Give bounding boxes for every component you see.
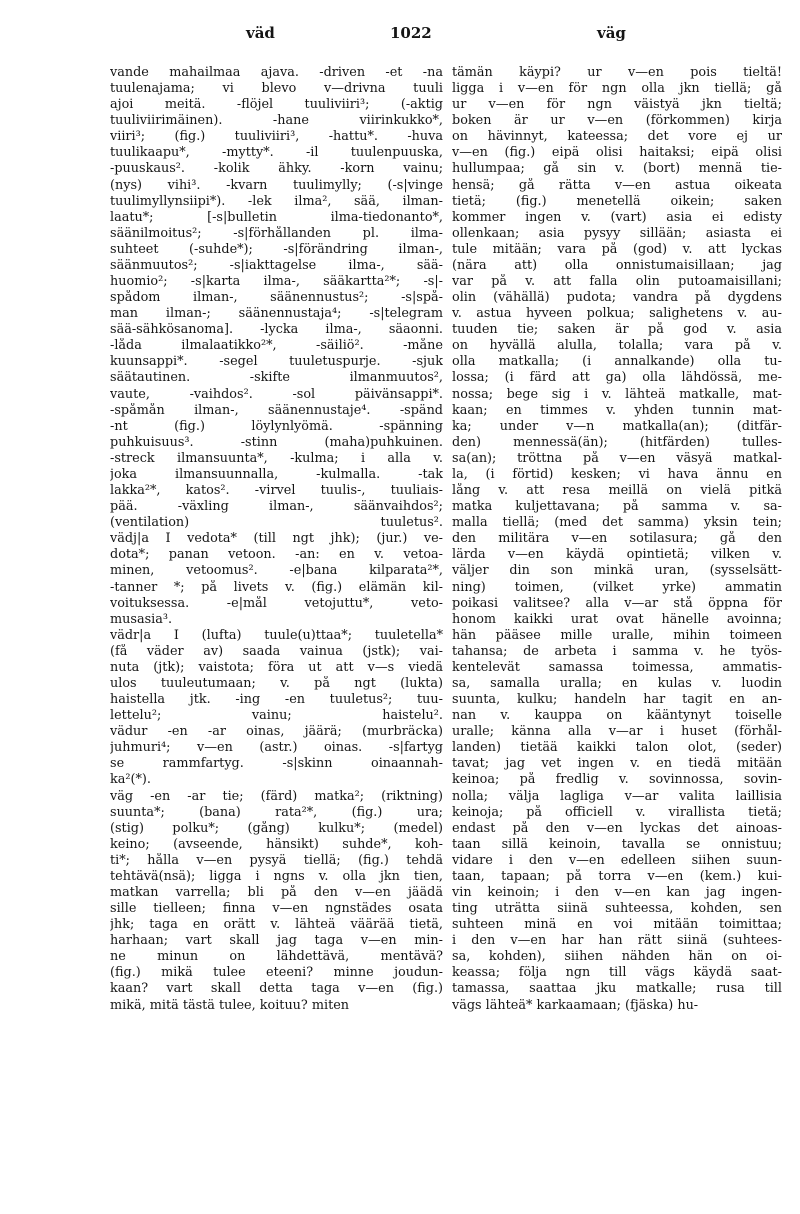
text-line: vägs lähteä* karkaamaan; (fjäska) hu- xyxy=(452,997,699,1013)
text-line: (fig.) mikä tulee eteeni? minne joudun- xyxy=(110,965,443,981)
text-line: tamassa, saattaa jku matkalle; rusa till xyxy=(452,981,782,997)
text-line: ulos tuuleutumaan; v. på ngt (lukta) xyxy=(110,675,443,691)
text-line: harhaan; vart skall jag taga v—en min- xyxy=(110,933,443,949)
text-line: ligga i v—en för ngn olla jkn tiellä; gå xyxy=(452,81,782,97)
text-line: ning) toimen, (vilket yrke) ammatin xyxy=(452,579,782,595)
text-line: vaute, -vaihdos². -sol päivänsappi*. xyxy=(110,386,443,402)
text-line: (nys) vihi³. -kvarn tuulimylly; (-s|vinge xyxy=(110,177,443,193)
text-line: musasia³. xyxy=(110,611,173,627)
text-line: lossa; (i färd att ga) olla lähdössä, me- xyxy=(452,370,782,386)
text-line: vin keinoin; i den v—en kan jag ingen- xyxy=(452,884,782,900)
text-line: nuta (jtk); vaistota; föra ut att v—s viedä xyxy=(110,659,443,675)
text-line: ollenkaan; asia pysyy sillään; asiasta ei xyxy=(452,225,782,241)
text-line: var på v. att falla olin putoamaisillani; xyxy=(452,274,782,290)
text-line: matka kuljettavana; på samma v. sa- xyxy=(452,499,782,515)
text-line: den militära v—en sotilasura; gå den xyxy=(452,531,782,547)
text-line: landen) tietää kaikki talon olot, (seder) xyxy=(452,740,782,756)
text-line: kommer ingen v. (vart) asia ei edisty xyxy=(452,209,782,225)
page-number: 1022 xyxy=(390,24,432,42)
text-line: keassa; följa ngn till vägs käydä saat- xyxy=(452,965,782,981)
text-line: lärda v—en käydä opintietä; vilken v. xyxy=(452,547,782,563)
text-line: hensä; gå rätta v—en astua oikeata xyxy=(452,177,782,193)
text-line: dota*; panan vetoon. -an: en v. vetoa- xyxy=(110,547,443,563)
text-line: tuuden tie; saken är på god v. asia xyxy=(452,322,782,338)
text-line: jhk; taga en orätt v. lähteä väärää tietä, xyxy=(110,917,443,933)
text-line: väljer din son minkä uran, (sysselsätt- xyxy=(452,563,782,579)
text-line: kentelevät samassa toimessa, ammatis- xyxy=(452,659,782,675)
text-line: tehtävä(nsä); ligga i ngns v. olla jkn tien, xyxy=(110,868,443,884)
text-line: boken är ur v—en (förkommen) kirja xyxy=(452,113,782,129)
text-line: tietä; (fig.) menetellä oikein; saken xyxy=(452,193,782,209)
text-line: taan, tapaan; på torra v—en (kem.) kui- xyxy=(452,868,782,884)
running-head-right: väg xyxy=(597,24,626,42)
text-line: honom kaikki urat ovat hänelle avoinna; xyxy=(452,611,782,627)
text-line: man ilman-; säänennustaja⁴; -s|telegram xyxy=(110,306,443,322)
text-line: nolla; välja lagliga v—ar valita laillisia xyxy=(452,788,782,804)
text-line: säätautinen. -skifte ilmanmuutos², xyxy=(110,370,443,386)
text-line: v. astua hyveen polkua; salighetens v. au- xyxy=(452,306,782,322)
text-line: se rammfartyg. -s|skinn oinaannah- xyxy=(110,756,443,772)
text-line: i den v—en har han rätt siinä (suhtees- xyxy=(452,933,782,949)
text-line: tämän käypi? ur v—en pois tieltä! xyxy=(452,65,782,80)
text-line: (nära att) olla onnistumaisillaan; jag xyxy=(452,257,782,273)
text-line: den) mennessä(än); (hitfärden) tulles- xyxy=(452,434,782,450)
text-line: suunta*; (bana) rata²*, (fig.) ura; xyxy=(110,804,443,820)
text-line: ting uträtta siinä suhteessa, kohden, sen xyxy=(452,901,782,917)
text-line: (få väder av) saada vainua (jstk); vai- xyxy=(110,643,443,659)
text-line: poikasi valitsee? alla v—ar stå öppna för xyxy=(452,595,782,611)
text-line: vidare i den v—en edelleen siihen suun- xyxy=(452,852,782,868)
text-line: on hävinnyt, kateessa; det vore ej ur xyxy=(452,129,782,145)
text-line: sa, kohden), siihen nähden hän on oi- xyxy=(452,949,782,965)
text-line: huomio²; -s|karta ilma-, sääkartta²*; -s|- xyxy=(110,274,443,290)
text-line: laatu*; [-s|bulletin ilma-tiedonanto*, xyxy=(110,209,443,225)
text-line: nan v. kauppa on kääntynyt toiselle xyxy=(452,708,782,724)
text-line: vädj|a I vedota* (till ngt jhk); (jur.) ve- xyxy=(110,531,443,547)
running-head-left: väd xyxy=(246,24,275,42)
text-line: suunta, kulku; handeln har tagit en an- xyxy=(452,692,782,708)
text-line: puhkuisuus³. -stinn (maha)puhkuinen. xyxy=(110,434,443,450)
text-line: keinoja; på officiell v. virallista tietä; xyxy=(452,804,782,820)
text-line: tahansa; de arbeta i samma v. he työs- xyxy=(452,643,782,659)
text-line: malla tiellä; (med det samma) yksin tein; xyxy=(452,515,782,531)
text-line: kaan; en timmes v. yhden tunnin mat- xyxy=(452,402,782,418)
text-line: keino; (avseende, hänsikt) suhde*, koh- xyxy=(110,836,443,852)
text-line: v—en (fig.) eipä olisi haitaksi; eipä olisi xyxy=(452,145,782,161)
text-line: sa(an); tröttna på v—en väsyä matkal- xyxy=(452,450,782,466)
text-line: endast på den v—en lyckas det ainoas- xyxy=(452,820,782,836)
text-line: sää-sähkösanoma]. -lycka ilma-, säaonni. xyxy=(110,322,443,338)
text-line: haistella jtk. -ing -en tuuletus²; tuu- xyxy=(110,692,443,708)
text-line: lakka²*, katos². -virvel tuulis-, tuuliais- xyxy=(110,483,443,499)
text-line: väg -en -ar tie; (färd) matka²; (riktning) xyxy=(110,788,443,804)
text-line: tuuliviirimäinen). -hane viirinkukko*, xyxy=(110,113,443,129)
text-line: säänmuutos²; -s|iakttagelse ilma-, sää- xyxy=(110,257,443,273)
text-line: viiri³; (fig.) tuuliviiri³, -hattu*. -huva xyxy=(110,129,443,145)
text-line: ur v—en för ngn väistyä jkn tieltä; xyxy=(452,97,782,113)
text-line: spådom ilman-, säänennustus²; -s|spå- xyxy=(110,290,443,306)
text-line: nossa; bege sig i v. lähteä matkalle, mat- xyxy=(452,386,782,402)
text-line: mikä, mitä tästä tulee, koituu? miten xyxy=(110,997,350,1013)
text-line: voituksessa. -e|mål vetojuttu*, veto- xyxy=(110,595,443,611)
text-line: ti*; hålla v—en pysyä tiellä; (fig.) tehdä xyxy=(110,852,443,868)
text-line: tavat; jag vet ingen v. en tiedä mitään xyxy=(452,756,782,772)
text-line: -nt (fig.) löylynlyömä. -spänning xyxy=(110,418,443,434)
text-line: sa, samalla uralla; en kulas v. luodin xyxy=(452,675,782,691)
text-line: -puuskaus². -kolik ähky. -korn vainu; xyxy=(110,161,443,177)
text-line: la, (i förtid) kesken; vi hava ännu en xyxy=(452,466,782,482)
text-line: keinoa; på fredlig v. sovinnossa, sovin- xyxy=(452,772,782,788)
text-line: tuulikaapu*, -mytty*. -il tuulenpuuska, xyxy=(110,145,443,161)
text-line: pää. -växling ilman-, säänvaihdos²; xyxy=(110,499,443,515)
right-column xyxy=(452,65,782,1185)
text-line: tuulimyllynsiipi*). -lek ilma², sää, ilman- xyxy=(110,193,443,209)
text-line: matkan varrella; bli på den v—en jäädä xyxy=(110,884,443,900)
text-line: ka; under v—n matkalla(an); (ditfär- xyxy=(452,418,782,434)
text-line: juhmuri⁴; v—en (astr.) oinas. -s|fartyg xyxy=(110,740,443,756)
text-line: tuulenajama; vi blevo v—drivna tuuli xyxy=(110,81,443,97)
text-line: olla matkalla; (i annalkande) olla tu- xyxy=(452,354,782,370)
text-line: hullumpaa; gå sin v. (bort) mennä tie- xyxy=(452,161,782,177)
text-line: ka²(*). xyxy=(110,772,151,788)
text-line: vädr|a I (lufta) tuule(u)ttaa*; tuuletella* xyxy=(110,627,443,643)
text-line: (stig) polku*; (gång) kulku*; (medel) xyxy=(110,820,443,836)
text-line: suhteet (-suhde*); -s|förändring ilman-, xyxy=(110,241,443,257)
text-line: taan sillä keinoin, tavalla se onnistuu; xyxy=(452,836,782,852)
text-line: olin (vähällä) pudota; vandra på dygdens xyxy=(452,290,782,306)
text-line: -låda ilmalaatikko²*, -säiliö². -måne xyxy=(110,338,443,354)
text-line: on hyvällä alulla, tolalla; vara på v. xyxy=(452,338,782,354)
text-line: lettelu²; vainu; haistelu². xyxy=(110,708,443,724)
text-line: hän pääsee mille uralle, mihin toimeen xyxy=(452,627,782,643)
text-line: ne minun on lähdettävä, mentävä? xyxy=(110,949,443,965)
text-line: uralle; känna alla v—ar i huset (förhål- xyxy=(452,724,782,740)
text-line: kuunsappi*. -segel tuuletuspurje. -sjuk xyxy=(110,354,443,370)
text-line: joka ilmansuunnalla, -kulmalla. -tak xyxy=(110,466,443,482)
text-line: (ventilation) tuuletus². xyxy=(110,515,443,531)
text-line: vande mahailmaa ajava. -driven -et -na xyxy=(110,65,443,80)
text-line: säänilmoitus²; -s|förhållanden pl. ilma- xyxy=(110,225,443,241)
text-line: -streck ilmansuunta*, -kulma; i alla v. xyxy=(110,450,443,466)
text-line: -tanner *; på livets v. (fig.) elämän kil- xyxy=(110,579,443,595)
text-line: kaan? vart skall detta taga v—en (fig.) xyxy=(110,981,443,997)
text-line: minen, vetoomus². -e|bana kilparata²*, xyxy=(110,563,443,579)
text-line: -spåmån ilman-, säänennustaje⁴. -spänd xyxy=(110,402,443,418)
text-line: tule mitään; vara på (god) v. att lyckas xyxy=(452,241,782,257)
left-column xyxy=(110,65,443,1185)
text-line: ajoi meitä. -flöjel tuuliviiri³; (-aktig xyxy=(110,97,443,113)
text-line: sille tielleen; finna v—en ngnstädes osata xyxy=(110,901,443,917)
text-line: suhteen minä en voi mitään toimittaa; xyxy=(452,917,782,933)
text-line: vädur -en -ar oinas, jäärä; (murbräcka) xyxy=(110,724,443,740)
text-line: lång v. att resa meillä on vielä pitkä xyxy=(452,483,782,499)
